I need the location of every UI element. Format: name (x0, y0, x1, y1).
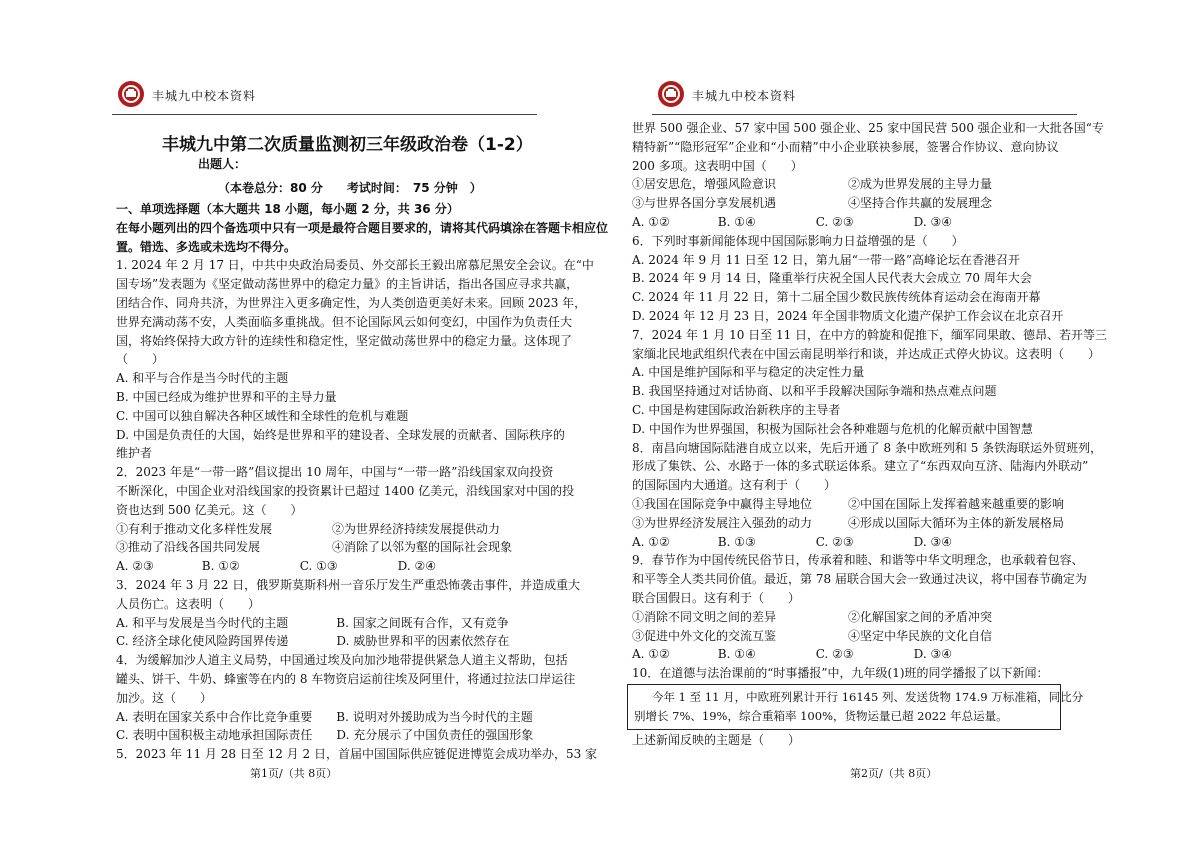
text-line: 维护者 (116, 446, 153, 461)
text-line: ①消除不同文明之间的差异 ②化解国家之间的矛盾冲突 (632, 609, 993, 624)
text-line: 精特新”“隐形冠军”企业和“小而精”中小企业联袂参展，签署合作协议、意向协议 (632, 139, 1059, 154)
exam-info: （本卷总分：80 分 考试时间： 75 分钟 ） (218, 181, 482, 195)
text-line: 资也达到 500 亿美元。这（ ） (116, 502, 303, 517)
text-line: 8．南昌向塘国际陆港自成立以来，先后开通了 8 条中欧班列和 5 条铁海联运外贸班列， (632, 440, 1103, 455)
text-line: 和平等全人类共同价值。最近，第 78 届联合国大会一致通过决议，将中国春节确定为 (632, 572, 1087, 587)
exam-title: 丰城九中第二次质量监测初三年级政治卷（1-2） (162, 135, 533, 155)
question-10-prompt: 上述新闻反映的主题是（ ） (632, 733, 801, 747)
text-line: 世界充满动荡不安，人类面临多重挑战。但不论国际风云如何变幻，中国作为负责任大 (116, 314, 573, 329)
text-line: A. 和平与合作是当今时代的主题 (116, 371, 289, 386)
text-line: 3．2024 年 3 月 22 日，俄罗斯莫斯科州一音乐厅发生严重恐怖袭击事件，并造成重大 (116, 578, 581, 592)
text-line: 一、单项选择题（本大题共 18 小题，每小题 2 分，共 36 分） (116, 202, 459, 216)
text-line: A. ①② B. ①④ C. ②③ D. ③④ (632, 215, 953, 229)
text-line: 1. 2024 年 2 月 17 日，中共中央政治局委员、外交部长王毅出席慕尼黑安全会议。在“中 (116, 258, 594, 273)
text-line: 的国际国内大通道。这有利于（ ） (632, 478, 837, 493)
text-line: ①居安思危，增强风险意识 ②成为世界发展的主导力量 (632, 177, 993, 192)
text-line: ①有利于推动文化多样性发展 ②为世界经济持续发展提供动力 (116, 521, 501, 536)
text-line: A. ②③ B. ①② C. ①③ D. ②④ (116, 559, 437, 574)
news-line: 别增长 7%、19%，综合重箱率 100%，货物运量已超 2022 年总运量。 (634, 709, 1008, 723)
school-label: 丰城九中校本资料 (692, 89, 797, 103)
page-footer: 第2页/（共 8页） (850, 767, 938, 780)
text-line: B. 2024 年 9 月 14 日，隆重举行庆祝全国人民代表大会成立 70 周年大会 (632, 271, 1032, 286)
text-line: 4．为缓解加沙人道主义局势，中国通过埃及向加沙地带提供紧急人道主义帮助，包括 (116, 653, 568, 668)
text-line: 形成了集铁、公、水路于一体的多式联运体系。建立了“东西双向互济、陆海内外联动” (632, 459, 1089, 474)
text-line: 世界 500 强企业、57 家中国 500 强企业、25 家中国民营 500 强企业和一大批各国“专 (632, 121, 1104, 135)
text-line: ③与世界各国分享发展机遇 ④坚持合作共赢的发展理念 (632, 196, 993, 211)
news-line: 今年 1 至 11 月，中欧班列累计开行 16145 列、发送货物 174.9 万标准箱，同比分 (652, 690, 1084, 704)
text-line: 国专场”发表题为《坚定做动荡世界中的稳定力量》的主旨讲话，指出各国应寻求共赢， (116, 277, 579, 292)
text-line: 联合国假日。这有利于（ ） (632, 591, 801, 605)
text-line: C. 经济全球化使风险跨国界传递 D. 威胁世界和平的因素依然存在 (116, 634, 510, 649)
text-line: A. 表明在国家关系中合作比竞争重要 B. 说明对外援助成为当今时代的主题 (116, 709, 533, 724)
text-line: C. 表明中国积极主动地承担国际责任 D. 充分展示了中国负责任的强国形象 (116, 728, 534, 743)
text-line: 10．在道德与法治课前的“时事播报”中，九年级(1)班的同学播报了以下新闻： (632, 666, 1049, 681)
text-line: 罐头、饼干、牛奶、蜂蜜等在内的 8 车物资启运前往埃及阿里什，将通过拉法口岸运往 (116, 672, 576, 686)
school-logo-icon (657, 80, 685, 108)
page-header (112, 78, 537, 115)
text-line: A. ①② B. ①④ C. ②③ D. ③④ (632, 647, 953, 662)
text-line: B. 我国坚持通过对话协商、以和平手段解决国际争端和热点难点问题 (632, 384, 997, 399)
text-line: ③为世界经济发展注入强劲的动力 ④形成以国际大循环为主体的新发展格局 (632, 515, 1065, 530)
text-line: C. 中国是构建国际政治新秩序的主导者 (632, 403, 841, 417)
school-logo-icon (117, 80, 145, 108)
text-line: 置。错选、多选或未选均不得分。 (116, 239, 297, 254)
text-line: D. 中国作为世界强国，积极为国际社会各种难题与危机的化解贡献中国智慧 (632, 421, 1033, 436)
text-line: 在每小题列出的四个备选项中只有一项是最符合题目要求的，请将其代码填涂在答题卡相应位 (116, 220, 609, 235)
text-line: ①我国在国际竞争中赢得主导地位 ②中国在国际上发挥着越来越重要的影响 (632, 497, 1065, 511)
text-line: A. 和平与发展是当今时代的主题 B. 国家之间既有合作，又有竞争 (116, 615, 509, 630)
text-line: 团结合作、同舟共济，为世界注入更多确定性，为人类创造更美好未来。回顾 2023 年， (116, 296, 587, 310)
text-line: 7．2024 年 1 月 10 日至 11 日，在中方的斡旋和促推下，缅军同果敢、德昂、若开等三 (632, 327, 1108, 342)
text-line: C. 中国可以独自解决各种区域性和全球性的危机与难题 (116, 408, 409, 423)
text-line: 200 多项。这表明中国（ ） (632, 158, 803, 173)
text-line: B. 中国已经成为维护世界和平的主导力量 (116, 390, 337, 404)
text-line: （ ） (116, 352, 165, 367)
text-line: ③推动了沿线各国共同发展 ④消除了以邻为壑的国际社会现象 (116, 540, 513, 555)
text-line: 9．春节作为中国传统民俗节日，传承着和睦、和谐等中华文明理念，也承载着包容、 (632, 553, 1084, 568)
text-line: 6．下列时事新闻能体现中国国际影响力日益增强的是（ ） (632, 233, 964, 248)
text-line: D. 2024 年 12 月 23 日，2024 年全国非物质文化遗产保护工作会议在北京召开 (632, 309, 1064, 323)
text-line: 家缅北民地武组织代表在中国云南昆明举行和谈，并达成正式停火协议。这表明（ ） (632, 346, 1101, 361)
text-line: 不断深化，中国企业对沿线国家的投资累计已超过 1400 亿美元，沿线国家对中国的投 (116, 484, 575, 498)
text-line: 国，将始终保持大政方针的连续性和稳定性，坚定做动荡世界中的稳定力量。这体现了 (116, 333, 573, 348)
text-line: 人员伤亡。这表明（ ） (116, 596, 261, 611)
news-box (627, 684, 1084, 730)
page-footer: 第1页/（共 8页） (250, 767, 338, 780)
text-line: 加沙。这（ ） (116, 690, 213, 705)
page-header (652, 78, 1077, 115)
text-line: A. ①② B. ①③ C. ②③ D. ③④ (632, 534, 953, 549)
text-line: ③促进中外文化的交流互鉴 ④坚定中华民族的文化自信 (632, 628, 993, 643)
text-line: 2．2023 年是“一带一路”倡议提出 10 周年，中国与“一带一路”沿线国家双向投资 (116, 465, 554, 480)
text-line: D. 中国是负责任的大国，始终是世界和平的建设者、全球发展的贡献者、国际秩序的 (116, 427, 565, 442)
text-line: A. 2024 年 9 月 11 日至 12 日，第九届“一带一路”高峰论坛在香港召开 (632, 252, 1020, 267)
text-line: C. 2024 年 11 月 22 日，第十二届全国少数民族传统体育运动会在海南开幕 (632, 290, 1041, 305)
school-label: 丰城九中校本资料 (152, 89, 257, 103)
author-label: 出题人： (198, 157, 247, 171)
text-line: A. 中国是维护国际和平与稳定的决定性力量 (632, 365, 865, 380)
text-line: 5．2023 年 11 月 28 日至 12 月 2 日，首届中国国际供应链促进博览会成功举办，53 家 (116, 747, 598, 762)
